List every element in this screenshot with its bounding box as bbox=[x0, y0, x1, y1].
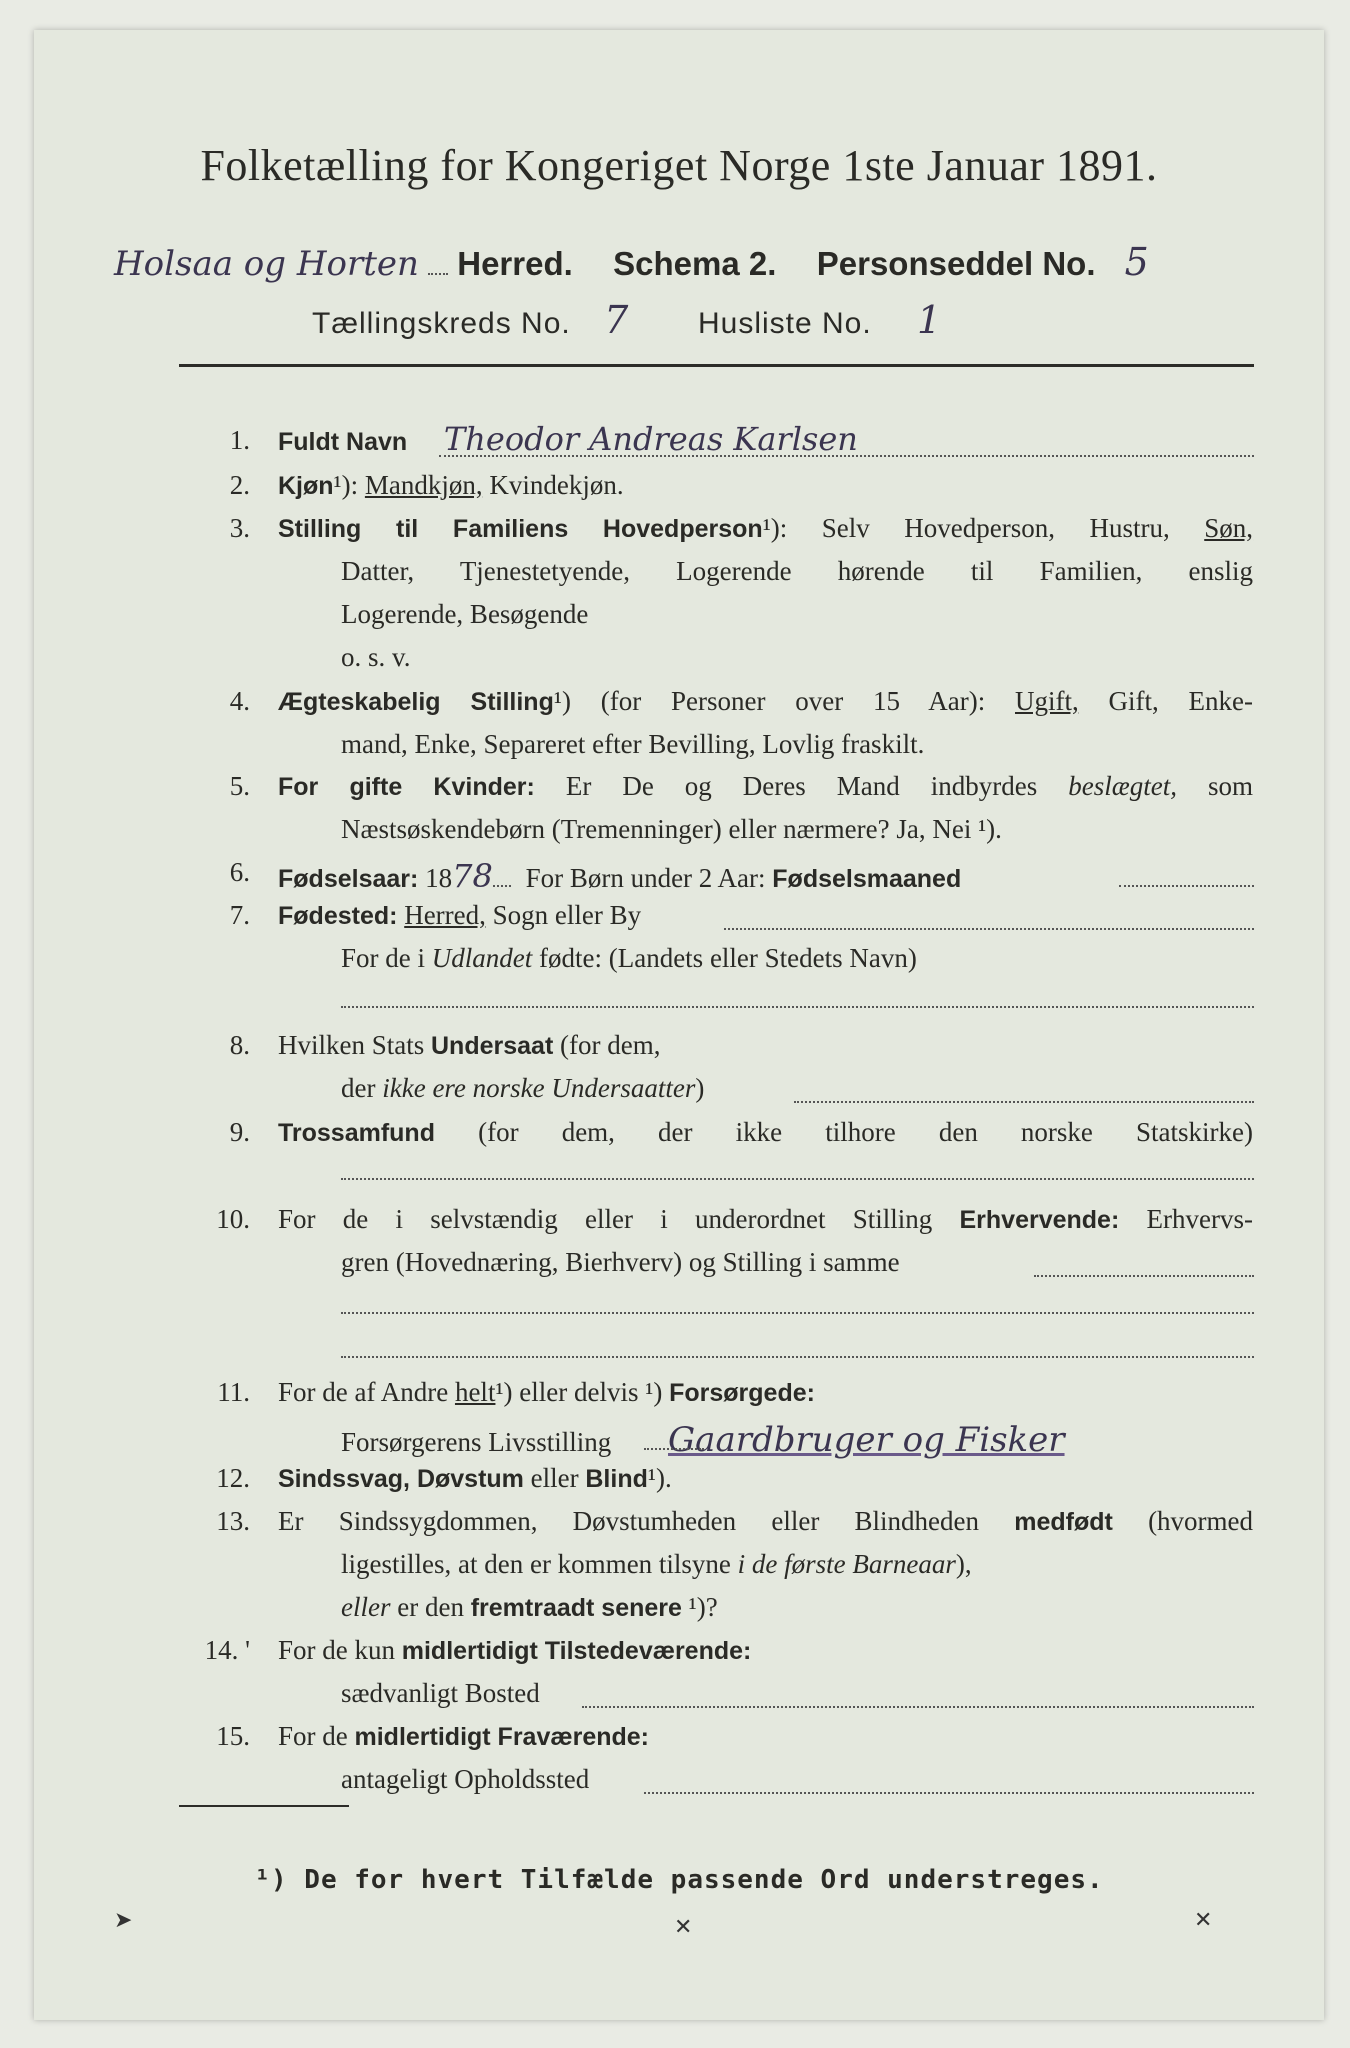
kreds-number: 7 bbox=[604, 298, 630, 342]
gender-label: Kjøn bbox=[278, 472, 334, 500]
item-number: 4. bbox=[229, 686, 250, 716]
field-family-position: Stilling til Familiens Hovedperson¹): Selv Hovedperson, Hustru, Søn, bbox=[278, 513, 1254, 543]
provider-occupation-value: Gaardbruger og Fisker bbox=[668, 1420, 1065, 1460]
field-birthplace: Fødested: Herred, Sogn eller By bbox=[278, 900, 642, 930]
full-name-label: Fuldt Navn bbox=[278, 428, 408, 456]
schema-label: Schema 2. bbox=[613, 245, 777, 282]
marital-status-label: Ægteskabelig Stilling bbox=[278, 688, 554, 716]
header-row-1 bbox=[114, 240, 1254, 284]
field-disability: Sindssvag, Døvstum eller Blind¹). bbox=[278, 1463, 672, 1493]
item-number: 8. bbox=[229, 1030, 250, 1060]
marital-status-selected: Ugift, bbox=[1015, 686, 1079, 716]
item-number: 5. bbox=[229, 771, 250, 801]
item-number: 1. bbox=[229, 425, 250, 455]
field-religion: Trossamfund (for dem, der ikke tilhore den norske Statskirke) bbox=[278, 1117, 1254, 1147]
right-mark-icon: ✕ bbox=[1194, 1908, 1213, 1933]
birth-year-value: 78 bbox=[452, 857, 493, 895]
footnote: ¹) De for hvert Tilfælde passende Ord understreges. bbox=[254, 1865, 1104, 1895]
kreds-label: Tællingskreds No. bbox=[312, 307, 571, 340]
herred-label: Herred. bbox=[457, 245, 573, 282]
field-marital-status: Ægteskabelig Stilling¹) (for Personer over 15 Aar): Ugift, Gift, Enke- bbox=[278, 686, 1254, 716]
field-full-name bbox=[278, 420, 1253, 458]
item-number: 7. bbox=[229, 900, 250, 930]
item-number: 10. bbox=[216, 1204, 250, 1234]
header-row-2 bbox=[312, 298, 1212, 342]
corner-mark-icon: ➤ bbox=[114, 1908, 133, 1933]
item-number: 2. bbox=[229, 470, 250, 500]
husliste-number: 1 bbox=[917, 298, 943, 342]
family-position-label: Stilling til Familiens Hovedperson bbox=[278, 515, 763, 543]
family-position-selected: Søn, bbox=[1204, 513, 1254, 543]
field-dependents: For de af Andre helt¹) eller delvis ¹) Forsørgede: bbox=[278, 1377, 815, 1407]
personseddel-number: 5 bbox=[1124, 240, 1149, 284]
field-gender: Kjøn¹): Mandkjøn, Kvindekjøn. bbox=[278, 470, 624, 500]
birthplace-label: Fødested: bbox=[278, 902, 398, 930]
census-form: Folketælling for Kongeriget Norge 1ste Januar 1891. Holsaa og Horten Herred. Schema 2. Personseddel No. 5 Tællingskreds No. 7 Husliste No. 1 1. Fuldt Navn Theodor Andreas Karlsen 2. Kjøn¹): Mandkjøn, Kvindekjøn. 3. Stilling til Familiens Hovedperson¹): Selv Hovedperson, Hustru, Søn, Datter, Tjenestetyende, Logerende hørende til Familien, enslig Logerende, Besøgende o. s. v. 4. Ægteskabelig Stilling¹) (for Personer over 15 Aar): Ugift, Gift, Enke- mand, Enke, Separeret efter Bevilling, Lovlig fraskilt. 5. For gifte Kvinder: Er De og Deres Mand indbyrdes beslægtet, som Næstsøskendebørn (Tremenninger) eller nærmere? Ja, Nei ¹). 6. Fødselsaar: 1878 For Børn under 2 Aar: Fødselsmaaned 7. Fødested: Herred, Sogn eller By For de i Udlandet fødte: (Landets eller Stedets Navn) 8. Hvilken Stats Undersaat (for dem, der ikke ere norske Undersaatter) 9. Trossamfund (for dem, der ikke tilhore den norske Statskirke) 10. For de i selvstændig eller i underordnet Stilling Erhvervende: Erhvervs- gren (Hovednæring, Bierhverv) og Stilling i samme 11. For de af Andre helt¹) eller delvis ¹) Forsørgede: Forsørgerens Livsstilling Gaardbruger og Fisker 12. Sindssvag, Døvstum eller Blind¹). 13. Er Sindssygdommen, Døvstumheden eller Blindheden medfødt (hvormed ligestilles, at den er kommen tilsyne i de første Barneaar), eller er den fremtraadt senere ¹)? 14. ' For de kun midlertidigt Tilstedeværende: sædvanligt Bosted 15. For de midlertidigt Fraværende: antageligt Opholdssted ¹) De for hvert Tilfælde passende Ord understreges. ➤ ✕ ✕ bbox=[34, 30, 1324, 2020]
item-number: 3. bbox=[229, 513, 250, 543]
item-number: 6. bbox=[229, 857, 250, 887]
field-married-women: For gifte Kvinder: Er De og Deres Mand indbyrdes beslægtet, som bbox=[278, 771, 1254, 801]
center-mark-icon: ✕ bbox=[674, 1915, 693, 1940]
birth-year-label: Fødselsaar: bbox=[278, 865, 419, 893]
field-temporary-present: For de kun midlertidigt Tilstedeværende: bbox=[278, 1635, 752, 1665]
header-rule bbox=[179, 364, 1254, 367]
footnote-rule bbox=[179, 1805, 349, 1807]
field-occupation: For de i selvstændig eller i underordnet Stilling Erhvervende: Erhvervs- bbox=[278, 1204, 1254, 1234]
item-number: 12. bbox=[216, 1463, 250, 1493]
full-name-value: Theodor Andreas Karlsen bbox=[443, 420, 858, 458]
item-number: 14. ' bbox=[204, 1635, 250, 1665]
item-number: 9. bbox=[229, 1117, 250, 1147]
gender-selected: Mandkjøn, bbox=[364, 470, 483, 500]
item-number: 11. bbox=[217, 1377, 250, 1407]
form-title: Folketælling for Kongeriget Norge 1ste Januar 1891. bbox=[200, 141, 1158, 190]
item-number: 15. bbox=[216, 1721, 250, 1751]
field-birth-year: Fødselsaar: 1878 For Børn under 2 Aar: Fødselsmaaned bbox=[278, 857, 962, 895]
husliste-label: Husliste No. bbox=[697, 307, 872, 340]
field-citizenship: Hvilken Stats Undersaat (for dem, bbox=[278, 1030, 661, 1060]
item-number: 13. bbox=[216, 1506, 250, 1536]
personseddel-label: Personseddel No. bbox=[816, 245, 1096, 282]
field-congenital: Er Sindssygdommen, Døvstumheden eller Blindheden medfødt (hvormed bbox=[278, 1506, 1254, 1536]
herred-handwritten: Holsaa og Horten bbox=[114, 244, 419, 284]
field-temporary-absent: For de midlertidigt Fraværende: bbox=[278, 1721, 649, 1751]
